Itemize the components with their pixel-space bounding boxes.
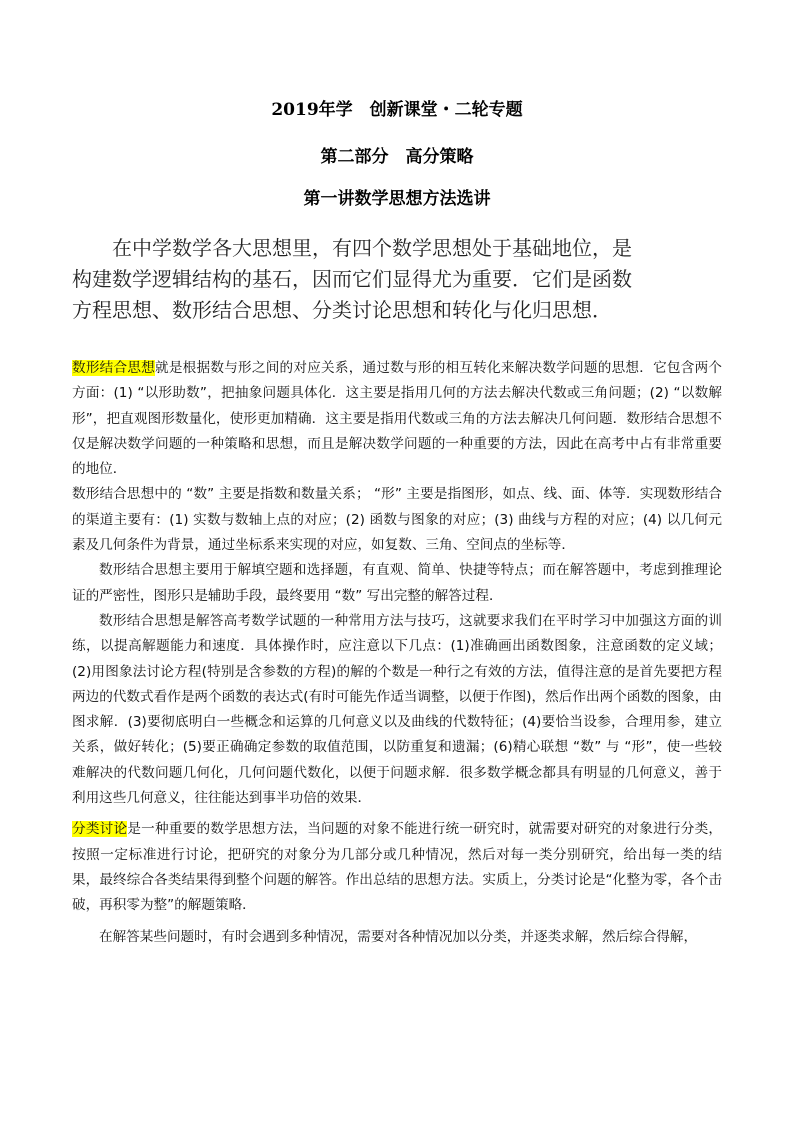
paragraph-channels: 数形结合思想中的 “数” 主要是指数和数量关系； “形” 主要是指图形，如点、线、面、体等．实现数形结合的渠道主要有：(1) 实数与数轴上点的对应；(2) 函数与图象的对应；(3) 曲线与方程的对应；(4) 以几何元素及几何条件为背景，通过坐标系来实现的对应，如复数、三角、空间点的坐标等． (72, 486, 722, 554)
highlighted-term: 分类讨论 (72, 821, 128, 838)
part-title: 第二部分 高分策略 (320, 147, 474, 167)
body-text (72, 356, 722, 950)
paragraph-techniques: 数形结合思想是解答高考数学试题的一种常用方法与技巧，这就要求我们在平时学习中加强这方面的训练，以提高解题能力和速度．具体操作时，应注意以下几点：(1)准确画出函数图象，注意函数的定义域；(2)用图象法讨论方程(特别是含参数的方程)的解的个数是一种行之有效的方法，值得注意的是首先要把方程两边的代数式看作是两个函数的表达式(有时可能先作适当调整，以便于作图)，然后作出两个函数的图象，由图求解．(3)要彻底明白一些概念和运算的几何意义以及曲线的代数特征；(4)要恰当设参，合理用参，建立关系，做好转化；(5)要正确确定参数的取值范围，以防重复和遗漏；(6)精心联想 “数” 与 “形”，使一些较难解决的代数问题几何化，几何问题代数化，以便于问题求解．很多数学概念都具有明显的几何意义，善于利用这些几何意义，往往能达到事半功倍的效果． (72, 612, 722, 807)
highlighted-term: 数形结合思想 (72, 360, 156, 376)
paragraph-classification (72, 817, 722, 918)
intro-paragraph: 在中学数学各大思想里，有四个数学思想处于基础地位，是构建数学逻辑结构的基石，因而它们显得尤为重要．它们是函数方程思想、数形结合思想、分类讨论思想和转化与化归思想． (72, 236, 632, 322)
paragraph-text: 就是根据数与形之间的对应关系，通过数与形的相互转化来解决数学问题的思想．它包含两个方面：(1) “以形助数”，把抽象问题具体化．这主要是指用几何的方法去解决代数或三角问题；(2) “以数解形”，把直观图形数量化，使形更加精确．这主要是指用代数或三角的方法去解决几何问题．数形结合思想不仅是解决数学问题的一种策略和思想，而且是解决数学问题的一种重要的方法，因此在高考中占有非常重要的地位． (72, 360, 723, 478)
paragraph-cases: 在解答某些问题时，有时会遇到多种情况，需要对各种情况加以分类，并逐类求解，然后综合得解， (99, 928, 698, 945)
paragraph-usage: 数形结合思想主要用于解填空题和选择题，有直观、简单、快捷等特点；而在解答题中，考虑到推理论证的严密性，图形只是辅助手段，最终要用 “数” 写出完整的解答过程． (72, 562, 722, 604)
lecture-title: 第一讲数学思想方法选讲 (303, 189, 491, 209)
paragraph-shape-number (72, 356, 722, 482)
intro-paragraph-block (72, 233, 632, 326)
document-title: 2019年学 创新课堂・二轮专题 (271, 100, 523, 120)
paragraph-text: 是一种重要的数学思想方法，当问题的对象不能进行统一研究时，就需要对研究的对象进行分类，按照一定标准进行讨论，把研究的对象分为几部分或几种情况，然后对每一类分别研究，给出每一类的结果，最终综合各类结果得到整个问题的解答。作出总结的思想方法。实质上，分类讨论是“化整为零，各个击破，再积零为整”的解题策略． (72, 821, 723, 914)
